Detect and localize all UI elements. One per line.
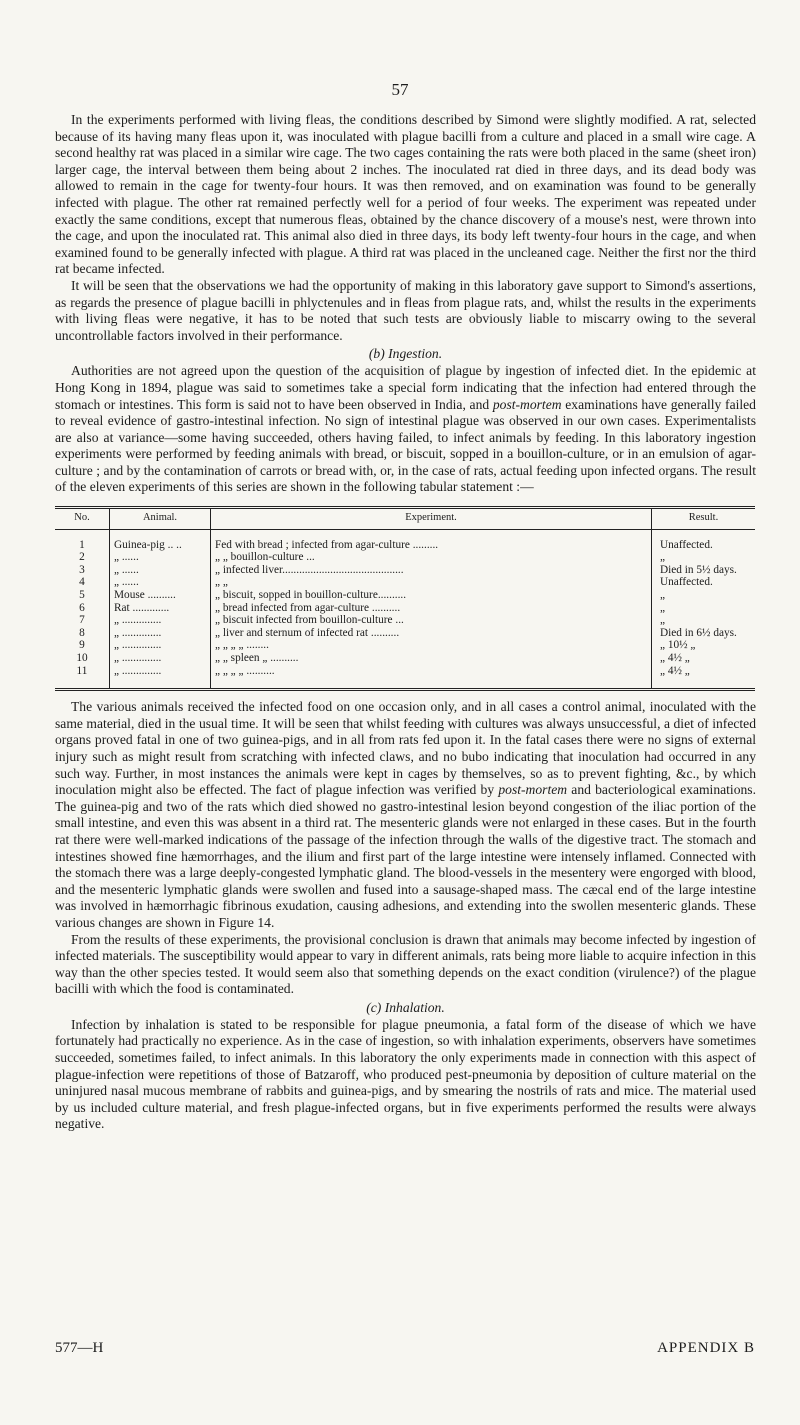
cell-result: Died in 5½ days. <box>652 564 756 577</box>
column-header-result: Result. <box>652 508 756 530</box>
cell-no: 10 <box>76 652 88 664</box>
italic-term: post-mortem <box>498 782 568 798</box>
cell-animal: Mouse .......... <box>110 589 211 602</box>
page-number: 57 <box>391 80 409 99</box>
cell-no: 6 <box>79 601 85 614</box>
table-row <box>55 576 755 589</box>
table-row <box>55 665 755 690</box>
text-run: The various animals received the infected food on one occasion only, and in all cases a control animal, inoculated with the same material, died in the usual time. It will be seen that whilst feeding with cultures was always unsuccessful, a diet of infected organs proved fatal in one of two guinea-pigs, and in all from rats fed upon it. In the fatal cases there were no signs of external injury such as might result from scratching with infected claws, and no bubo indicating that inoculation had occurred in any such way. Further, in most instances the animals were kept in cages by themselves, so as to prevent fighting, &c., by which inoculation might also be effected. The fact of plague infection was verified by <box>55 699 756 798</box>
text-run: Authorities are not agreed upon the question of the acquisition of plague by ingestion of infected diet. In the epidemic at Hong Kong in 1894, plague was said to sometimes take a special form indicating that the infection had entered through the stomach or intestines. This form is said not to have been observed in India, and <box>55 363 756 412</box>
cell-result: „ <box>652 551 756 564</box>
footer-appendix-label: APPENDIX B <box>657 1340 755 1356</box>
table-header-row <box>55 508 755 530</box>
cell-result: „ <box>652 614 756 627</box>
paragraph-ingestion-discussion <box>55 699 756 931</box>
cell-no: 2 <box>79 551 85 564</box>
cell-experiment: „ infected liver........................................... <box>211 564 652 577</box>
cell-experiment: „ liver and sternum of infected rat .......... <box>211 627 652 640</box>
table-row <box>55 652 755 665</box>
table-row <box>55 551 755 564</box>
cell-result: Unaffected. <box>652 576 756 589</box>
cell-result: Died in 6½ days. <box>652 627 756 640</box>
cell-experiment: „ biscuit infected from bouillon-culture ... <box>211 614 652 627</box>
cell-result: „ 4½ „ <box>652 665 756 690</box>
italic-term: post-mortem <box>492 396 562 412</box>
text-run: and bacteriological examinations. The guinea-pig and two of the rats which died showed no gastro-intestinal lesion beyond congestion of the iliac portion of the small intestine, and even this was absent in a third rat. The mesenteric glands were not enlarged in these cases. But in the fourth rat there were well-marked indications of the passage of the infection through the walls of the digestive tract. The stomach and intestines showed fine hæmorrhages, and the ilium and first part of the large intestine were intensely inflamed. Connected with the stomach there was a large deeply-congested lymphatic gland. The blood-vessels in the mesentery were engorged with blood, and the mesenteric lymphatic glands were swollen and fused into a sausage-shaped mass. The cæcal end of the large intestine was involved in hæmorrhagic fibrinous exudation, causing adhesions, and extending into the swollen mesenteric glands. These various changes are shown in Figure 14. <box>55 782 756 930</box>
paragraph-ingestion-intro <box>55 363 756 496</box>
table-row <box>55 614 755 627</box>
cell-experiment: „ „ spleen „ .......... <box>211 652 652 665</box>
subheading-ingestion: (b) Ingestion. <box>368 346 443 362</box>
cell-animal: „ .............. <box>110 652 211 665</box>
cell-animal: Rat ............. <box>110 602 211 615</box>
cell-animal: „ ...... <box>110 576 211 589</box>
table-row <box>55 589 755 602</box>
cell-result: „ 10½ „ <box>652 639 756 652</box>
text-run: examinations have generally failed to reveal evidence of gastro-intestinal infection. No sign of intestinal plague was observed in our own cases. Experimentalists are also at variance—some having succeeded, others having failed, to infect animals by feeding. In this laboratory ingestion experiments were performed by feeding animals with bread, or biscuit, sopped in a bouillon-culture, or in an emulsion of agar-culture ; and by the contamination of carrots or bread with, or, in the case of rats, actual feeding upon infected organs. The result of the eleven experiments of this series are shown in the following tabular statement :— <box>55 396 756 495</box>
column-header-animal: Animal. <box>110 508 211 530</box>
cell-animal: „ .............. <box>110 665 211 690</box>
cell-no: 4 <box>79 576 85 589</box>
cell-experiment: „ „ „ „ .......... <box>211 665 652 690</box>
cell-experiment: „ bread infected from agar-culture .......... <box>211 602 652 615</box>
column-header-no: No. <box>55 508 110 530</box>
cell-no: 5 <box>79 589 85 602</box>
table-row <box>55 602 755 615</box>
column-header-experiment: Experiment. <box>211 508 652 530</box>
subheading-inhalation: (c) Inhalation. <box>366 999 445 1015</box>
table-row <box>55 564 755 577</box>
cell-no: 3 <box>79 563 85 576</box>
cell-animal: „ .............. <box>110 627 211 640</box>
table-row <box>55 627 755 640</box>
ingestion-results-table <box>55 506 755 691</box>
cell-animal: Guinea-pig .. .. <box>110 529 211 551</box>
cell-result: Unaffected. <box>652 529 756 551</box>
cell-no: 9 <box>79 639 85 652</box>
paragraph-simond-support: It will be seen that the observations we had the opportunity of making in this laboratory gave support to Simond's assertions, as regards the presence of plague bacilli in phlyctenules and in fleas from plague rats, and, whilst the results in the experiments with living fleas were negative, it has to be noted that such tests are obviously liable to miscarry owing to the several uncontrollable factors involved in their performance. <box>55 277 756 343</box>
footer-signature: 577—H <box>55 1340 104 1356</box>
cell-animal: „ ...... <box>110 564 211 577</box>
cell-animal: „ .............. <box>110 614 211 627</box>
paragraph-inhalation: Infection by inhalation is stated to be responsible for plague pneumonia, a fatal form of the disease of which we have fortunately had practically no experience. As in the case of ingestion, so with inhalation experiments, observers have sometimes succeeded, sometimes failed, to infect animals. In this laboratory the only experiments made in connection with this aspect of plague-infection were repetitions of those of Batzaroff, who produced pest-pneumonia by deposition of culture material on the uninjured nasal mucous membrane of rabbits and guinea-pigs, and by smearing the nostrils of rats and mice. The material used by us included culture material, and fresh plague-infected organs, but in five experiments performed the results were always negative. <box>55 1016 756 1132</box>
cell-result: „ <box>652 589 756 602</box>
table-row <box>55 529 755 551</box>
table-row <box>55 639 755 652</box>
cell-no: 11 <box>76 664 88 677</box>
table-body <box>55 529 755 690</box>
cell-result: „ 4½ „ <box>652 652 756 665</box>
cell-experiment: „ „ bouillon-culture ... <box>211 551 652 564</box>
cell-no: 8 <box>79 626 85 639</box>
paragraph-ingestion-conclusion: From the results of these experiments, the provisional conclusion is drawn that animals may become infected by ingestion of infected materials. The susceptibility would appear to vary in different animals, rats being more liable to acquire infection in this way than the other species tested. It would seem also that something depends on the exact condition (virulence?) of the plague bacilli with which the food is contaminated. <box>55 931 756 997</box>
cell-experiment: „ „ <box>211 576 652 589</box>
paragraph-fleas-experiment: In the experiments performed with living fleas, the conditions described by Simond were slightly modified. A rat, selected because of its having many fleas upon it, was inoculated with plague bacilli from a culture and placed in a small wire cage. A second healthy rat was placed in a similar wire cage. The two cages containing the rats were both placed in the same (sheet iron) larger cage, the interval between them being about 2 inches. The inoculated rat died in three days, and its dead body was allowed to remain in the cage for twenty-four hours. It was then removed, and on examination was found to be generally infected with plague. The other rat remained perfectly well for a period of four weeks. The experiment was repeated under exactly the same conditions, except that numerous fleas, obtained by the chance discovery of a mouse's nest, were thrown into the cage, and upon the inoculated rat. This animal also died in three days, its body left twenty-four hours in the cage, and when examined found to be generally infected with plague. A third rat was placed in the uncleaned cage. Neither the first nor the third rat became infected. <box>55 112 756 277</box>
cell-experiment: „ „ „ „ ........ <box>211 639 652 652</box>
cell-no: 7 <box>79 614 85 627</box>
cell-no: 1 <box>79 538 85 551</box>
cell-result: „ <box>652 602 756 615</box>
cell-experiment: Fed with bread ; infected from agar-culture ......... <box>211 529 652 551</box>
cell-experiment: „ biscuit, sopped in bouillon-culture.......... <box>211 589 652 602</box>
body-text <box>55 112 756 1133</box>
cell-animal: „ .............. <box>110 639 211 652</box>
cell-animal: „ ...... <box>110 551 211 564</box>
